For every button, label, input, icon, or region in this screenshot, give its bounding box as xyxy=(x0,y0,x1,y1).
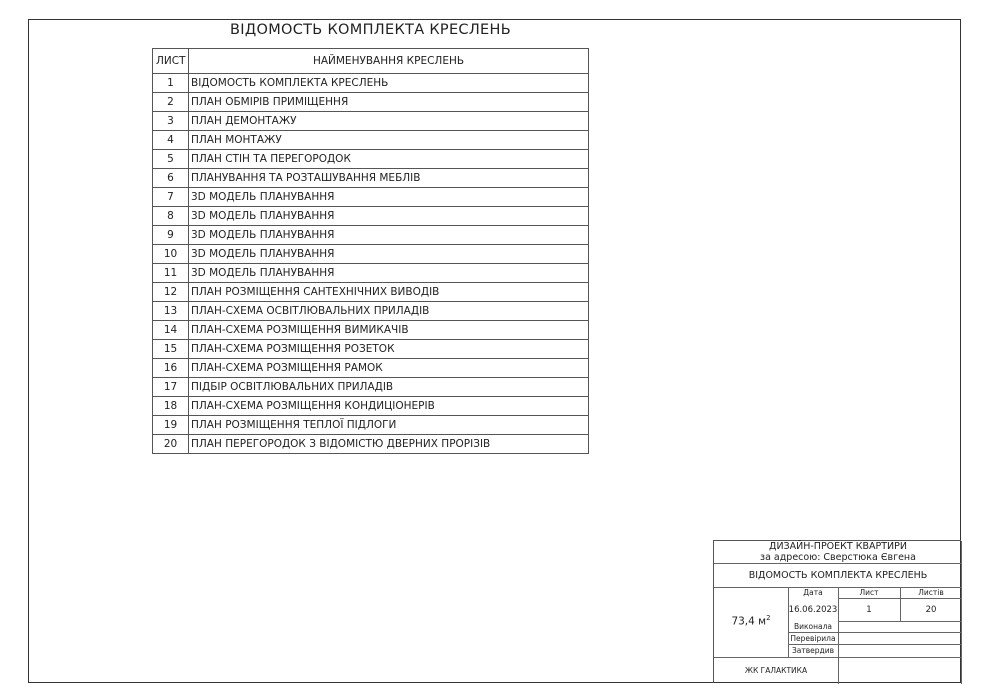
project-address: за адресою: Сверстюка Євгена xyxy=(760,552,916,563)
table-row xyxy=(153,283,589,302)
drawing-name: ПЛАН ДЕМОНТАЖУ xyxy=(189,112,589,131)
approved-by-label: Затвердив xyxy=(791,646,835,655)
title-block xyxy=(713,540,961,683)
table-row xyxy=(153,188,589,207)
drawing-name: 3D МОДЕЛЬ ПЛАНУВАННЯ xyxy=(189,264,589,283)
sheet-number: 9 xyxy=(153,226,189,245)
table-row xyxy=(153,435,589,454)
table-row xyxy=(153,264,589,283)
sheet-number: 18 xyxy=(153,397,189,416)
project-name: ДИЗАЙН-ПРОЕКТ КВАРТИРИ xyxy=(769,541,907,552)
sheet-title: ВІДОМОСТЬ КОМПЛЕКТА КРЕСЛЕНЬ xyxy=(230,22,511,38)
drawing-name: ПЛАН-СХЕМА РОЗМІЩЕННЯ РАМОК xyxy=(189,359,589,378)
drawing-name: ПЛАН ПЕРЕГОРОДОК З ВІДОМІСТЮ ДВЕРНИХ ПРОРІЗІВ xyxy=(189,435,589,454)
date-value: 16.06.2023 xyxy=(788,605,838,615)
sheet-number: 16 xyxy=(153,359,189,378)
drawing-name: ПІДБІР ОСВІТЛЮВАЛЬНИХ ПРИЛАДІВ xyxy=(189,378,589,397)
sheet-number: 11 xyxy=(153,264,189,283)
table-row xyxy=(153,226,589,245)
drawing-name: ПЛАН СТІН ТА ПЕРЕГОРОДОК xyxy=(189,150,589,169)
checked-by-label: Перевірила xyxy=(790,634,836,643)
table-row xyxy=(153,169,589,188)
sheet-number: 13 xyxy=(153,302,189,321)
table-row xyxy=(153,207,589,226)
sheet-number: 17 xyxy=(153,378,189,397)
sheet-number: 4 xyxy=(153,131,189,150)
table-row xyxy=(153,74,589,93)
table-row xyxy=(153,302,589,321)
drawing-name: ПЛАНУВАННЯ ТА РОЗТАШУВАННЯ МЕБЛІВ xyxy=(189,169,589,188)
table-row xyxy=(153,93,589,112)
sheet-number: 6 xyxy=(153,169,189,188)
table-row xyxy=(153,378,589,397)
column-header-sheet: ЛИСТ xyxy=(153,49,189,74)
drawing-name: ПЛАН ОБМІРІВ ПРИМІЩЕННЯ xyxy=(189,93,589,112)
header-date: Дата xyxy=(803,588,823,597)
residential-complex: ЖК ГАЛАКТИКА xyxy=(744,666,808,675)
table-row xyxy=(153,112,589,131)
column-header-name: НАЙМЕНУВАННЯ КРЕСЛЕНЬ xyxy=(189,49,589,74)
drawing-name: ПЛАН РОЗМІЩЕННЯ ТЕПЛОЇ ПІДЛОГИ xyxy=(189,416,589,435)
table-row xyxy=(153,340,589,359)
table-row xyxy=(153,150,589,169)
stamp-sheet-title: ВІДОМОСТЬ КОМПЛЕКТА КРЕСЛЕНЬ xyxy=(748,570,928,581)
sheet-number: 8 xyxy=(153,207,189,226)
sheet-number: 14 xyxy=(153,321,189,340)
sheet-number: 20 xyxy=(153,435,189,454)
area-value: 73,4 $м^2$ xyxy=(731,614,771,628)
sheets-value: 20 xyxy=(925,605,937,615)
drawing-name: ПЛАН РОЗМІЩЕННЯ САНТЕХНІЧНИХ ВИВОДІВ xyxy=(189,283,589,302)
drawing-name: ПЛАН-СХЕМА РОЗМІЩЕННЯ КОНДИЦІОНЕРІВ xyxy=(189,397,589,416)
table-row xyxy=(153,397,589,416)
sheet-number: 3 xyxy=(153,112,189,131)
table-row xyxy=(153,245,589,264)
drawing-list-table xyxy=(152,48,589,454)
table-row xyxy=(153,359,589,378)
drawing-name: ПЛАН МОНТАЖУ xyxy=(189,131,589,150)
sheet-number: 19 xyxy=(153,416,189,435)
drawing-name: 3D МОДЕЛЬ ПЛАНУВАННЯ xyxy=(189,188,589,207)
sheet-number: 7 xyxy=(153,188,189,207)
header-sheet: Лист xyxy=(859,588,879,597)
sheet-number: 10 xyxy=(153,245,189,264)
drawing-name: 3D МОДЕЛЬ ПЛАНУВАННЯ xyxy=(189,226,589,245)
sheet-number: 15 xyxy=(153,340,189,359)
table-header-row xyxy=(153,49,589,74)
header-sheets: Листів xyxy=(918,588,944,597)
table-row xyxy=(153,321,589,340)
sheet-value: 1 xyxy=(866,605,872,615)
table-row xyxy=(153,131,589,150)
sheet-number: 5 xyxy=(153,150,189,169)
made-by-label: Виконала xyxy=(793,622,833,631)
sheet-number: 12 xyxy=(153,283,189,302)
drawing-name: ПЛАН-СХЕМА РОЗМІЩЕННЯ РОЗЕТОК xyxy=(189,340,589,359)
sheet-number: 1 xyxy=(153,74,189,93)
table-row xyxy=(153,416,589,435)
drawing-name: ВІДОМОСТЬ КОМПЛЕКТА КРЕСЛЕНЬ xyxy=(189,74,589,93)
sheet-number: 2 xyxy=(153,93,189,112)
drawing-name: ПЛАН-СХЕМА РОЗМІЩЕННЯ ВИМИКАЧІВ xyxy=(189,321,589,340)
drawing-name: ПЛАН-СХЕМА ОСВІТЛЮВАЛЬНИХ ПРИЛАДІВ xyxy=(189,302,589,321)
drawing-name: 3D МОДЕЛЬ ПЛАНУВАННЯ xyxy=(189,245,589,264)
drawing-name: 3D МОДЕЛЬ ПЛАНУВАННЯ xyxy=(189,207,589,226)
